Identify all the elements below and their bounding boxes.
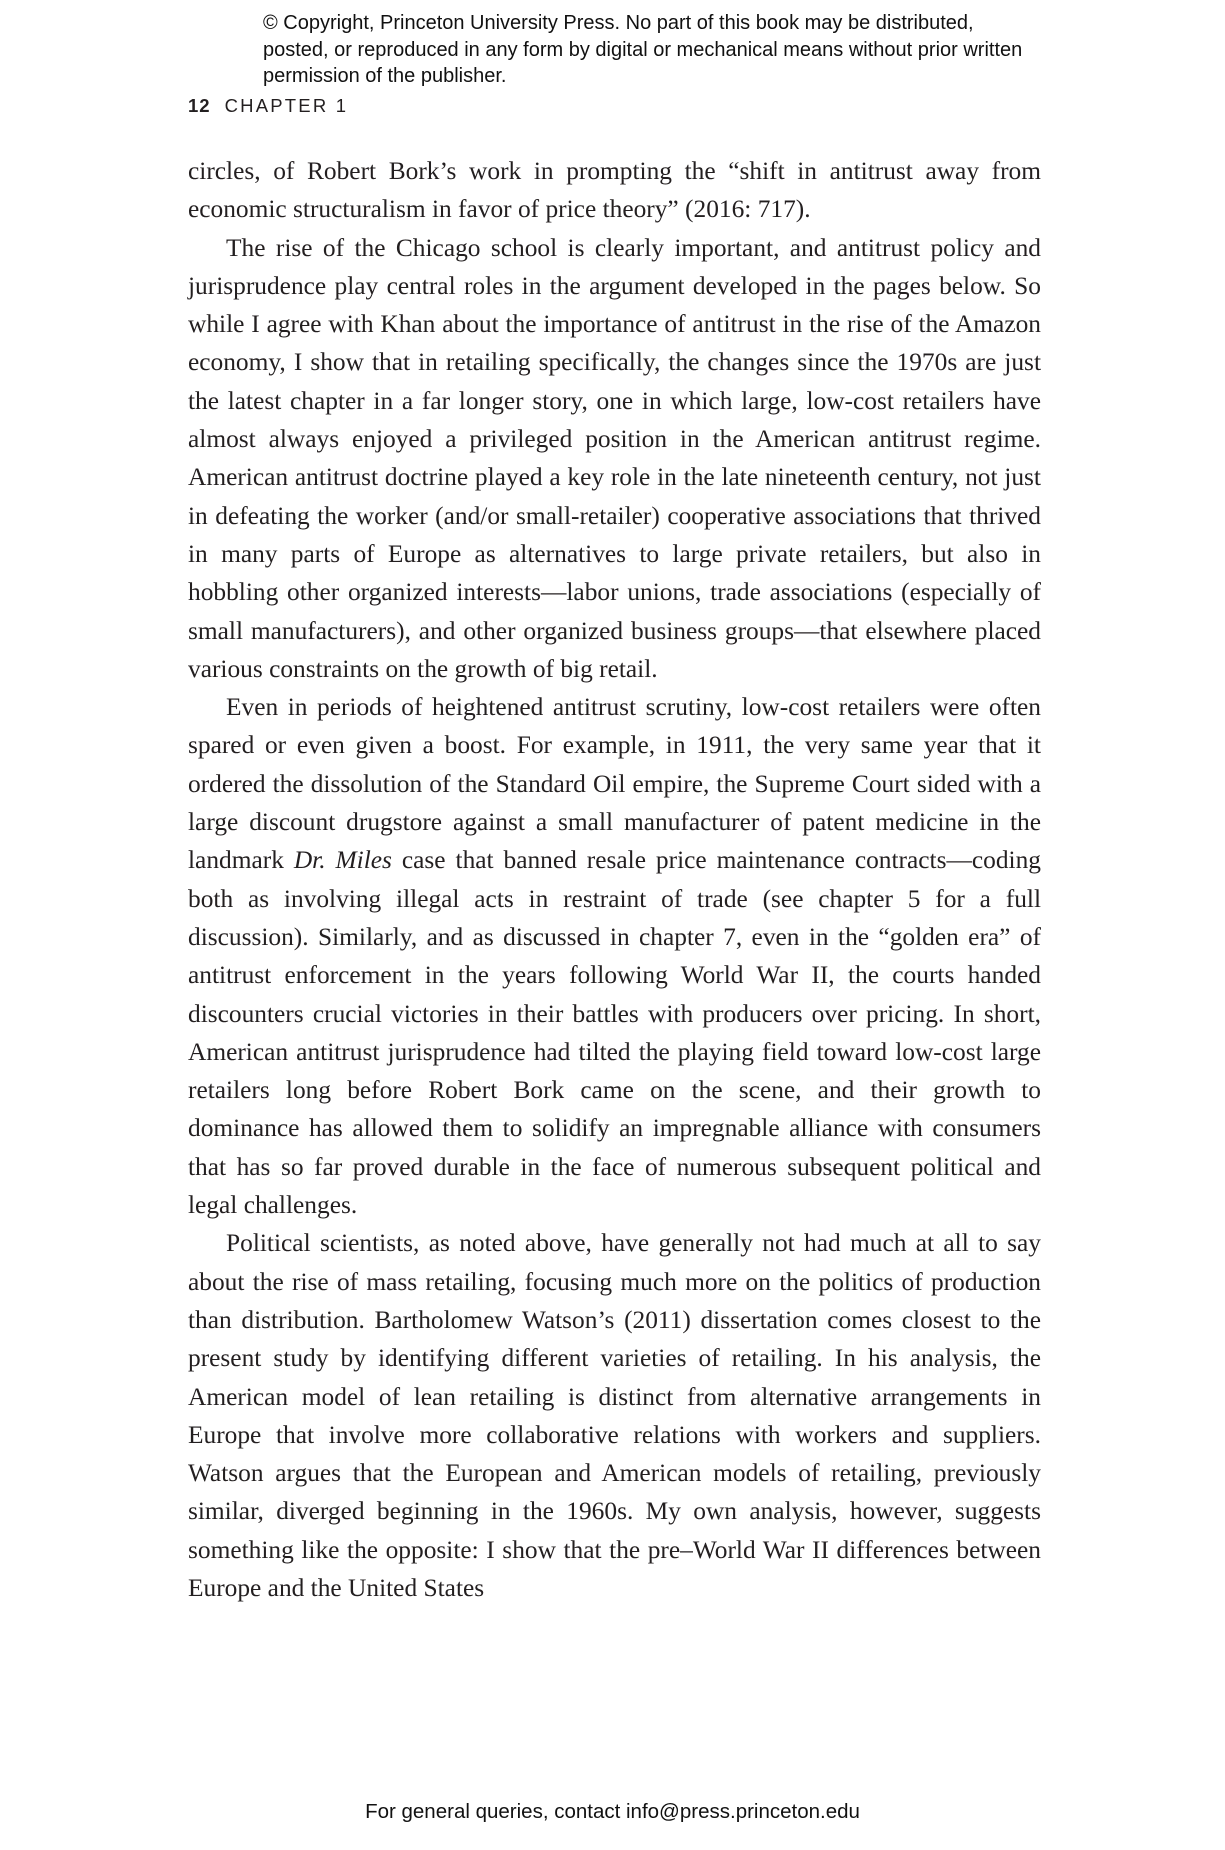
paragraph-1: circles, of Robert Bork’s work in prompting the “shift in antitrust away from economic structuralism in favor of price theory” (2016: 717).: [188, 157, 1041, 224]
case-name-italic: Dr. Miles: [293, 846, 392, 875]
copyright-notice: © Copyright, Princeton University Press. No part of this book may be distributed, posted, or reproduced in any form by digital or mechanical means without prior written permission of the publisher.: [263, 12, 1023, 87]
paragraph-3: [188, 688, 1041, 1224]
body-text: [188, 152, 1041, 1607]
page-number: 12: [188, 95, 211, 116]
paragraph-2: The rise of the Chicago school is clearly important, and antitrust policy and jurisprudence play central roles in the argument developed in the pages below. So while I agree with Khan about the importance of antitrust in the rise of the Amazon economy, I show that in retailing specifically, the changes since the 1970s are just the latest chapter in a far longer story, one in which large, low-cost retailers have almost always enjoyed a privileged position in the American antitrust regime. American antitrust doctrine played a key role in the late nineteenth century, not just in defeating the worker (and/or small-retailer) cooperative associations that thrived in many parts of Europe as alternatives to large private retailers, but also in hobbling other organized interests—labor unions, trade associations (especially of small manufacturers), and other organized business groups—that elsewhere placed various constraints on the growth of big retail.: [188, 233, 1041, 683]
paragraph-3-text-b: case that banned resale price maintenance contracts—coding both as involving illegal acts in restraint of trade (see chapter 5 for a full discussion). Similarly, and as discussed in chapter 7, even in the “golden era” of antitrust enforcement in the years following World War II, the courts handed discounters crucial victories in their battles with producers over pricing. In short, American antitrust jurisprudence had tilted the playing field toward low-cost large retailers long before Robert Bork came on the scene, and their growth to dominance has allowed them to solidify an impregnable alliance with consumers that has so far proved durable in the face of numerous subsequent political and legal challenges.: [188, 846, 1041, 1220]
chapter-label: CHAPTER 1: [224, 95, 349, 116]
paragraph-4: Political scientists, as noted above, have generally not had much at all to say about the rise of mass retailing, focusing much more on the politics of production than distribution. Bartholomew Watson’s (2011) dissertation comes closest to the present study by identifying different varieties of retailing. In his analysis, the American model of lean retailing is distinct from alternative arrangements in Europe that involve more collaborative relations with workers and suppliers. Watson argues that the European and American models of retailing, previously similar, diverged beginning in the 1960s. My own analysis, however, suggests something like the opposite: I show that the pre–World War II differences between Europe and the United States: [188, 1229, 1041, 1602]
running-head: [188, 95, 348, 117]
footer-contact: For general queries, contact info@press.princeton.edu: [365, 1800, 860, 1823]
paragraph-3-text-a: Even in periods of heightened antitrust scrutiny, low-cost retailers were often spared or even given a boost. For example, in 1911, the very same year that it ordered the dissolution of the Standard Oil empire, the Supreme Court sided with a large discount drugstore against a small manufacturer of patent medicine in the landmark: [188, 693, 1041, 875]
